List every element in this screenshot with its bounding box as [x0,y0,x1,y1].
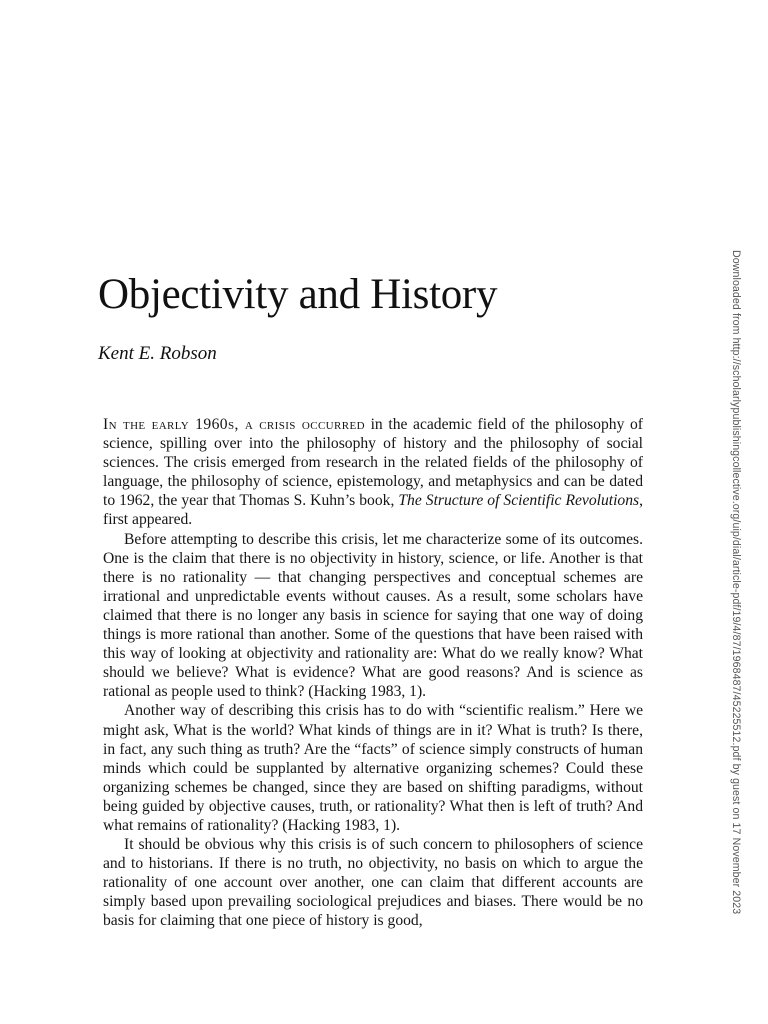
article-author: Kent E. Robson [98,343,217,364]
paragraph-2: Before attempting to describe this crisis, let me characterize some of its outcomes. One is the claim that there is no objectivity in history, science, or life. Another is that there is no rationality — that changing perspectives and conceptual schemes are irrational and unpredictable events without causes. As a result, some scholars have claimed that there is no longer any basis in science for saying that one way of doing things is more rational than another. Some of the questions that have been raised with this way of looking at objectivity and rationality are: What do we really know? What should we believe? What is evidence? What are good reasons? And is science as rational as people used to think? (Hacking 1983, 1). [103,530,643,701]
article-title: Objectivity and History [98,271,498,318]
paragraph-3: Another way of describing this crisis has to do with “scientific realism.” Here we might ask, What is the world? What kinds of things are in it? What is truth? Is there, in fact, any such thing as truth? Are the “facts” of science simply constructs of human minds which could be supplanted by alternative organizing schemes? Could these organizing schemes be changed, since they are based on shifting paradigms, without being guided by objective causes, truth, or rationality? What then is left of truth? And what remains of rationality? (Hacking 1983, 1). [103,702,643,834]
paragraph-4: It should be obvious why this crisis is of such concern to philosophers of science and to historians. If there is no truth, no objectivity, no basis on which to argue the rationality of one account over another, one can claim that different accounts are simply based upon prevailing sociological prejudices and biases. There would be no basis for claiming that one piece of history is good, [103,836,643,930]
article-body [103,415,643,931]
paragraph-lead-small-caps: In the early 1960s, a crisis occurred [103,416,365,433]
paragraph-1-text: in the academic field of the philosophy of science, spilling over into the philosophy of history and the philosophy of social sciences. The crisis emerged from research in the related fields of the philosophy of language, the philosophy of science, epistemology, and metaphysics and can be dated to 1962, the year that Thomas S. Kuhn’s book, [103,416,643,510]
paragraph-1-end: , first appeared. [103,492,643,529]
book-title: The Structure of Scientific Revolutions [398,492,640,510]
download-notice: Downloaded from http://scholarlypublishingcollective.org/uip/dial/article-pdf/19/4/87/1968487/45225512.pdf by guest on 17 November 2023 [730,250,742,915]
paragraph-1 [103,415,643,530]
